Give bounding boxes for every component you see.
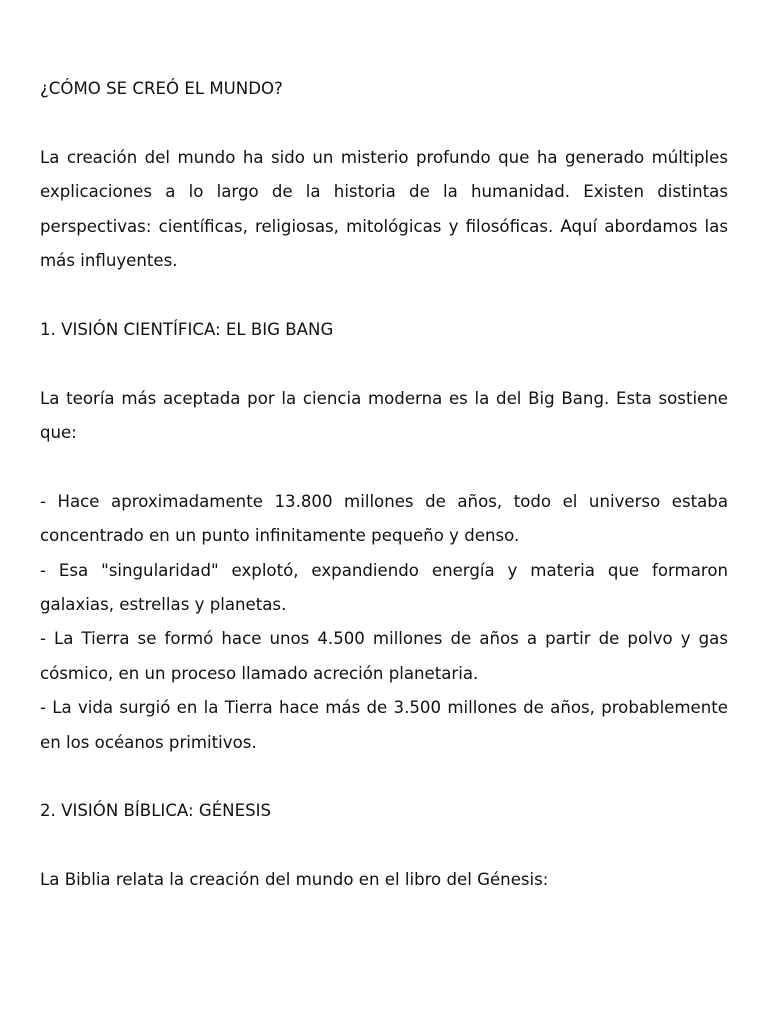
section-heading-scientific: 1. VISIÓN CIENTÍFICA: EL BIG BANG	[40, 319, 334, 339]
list-item: - Hace aproximadamente 13.800 millones de años, todo el universo estaba concentrado en un punto infinitamente pequeño y denso.	[40, 491, 728, 546]
section-paragraph-scientific: La teoría más aceptada por la ciencia moderna es la del Big Bang. Esta sostiene que:	[40, 388, 728, 443]
list-item: - La Tierra se formó hace unos 4.500 millones de años a partir de polvo y gas cósmico, en un proceso llamado acreción planetaria.	[40, 629, 728, 683]
spacer	[40, 450, 728, 484]
document-page	[40, 72, 728, 898]
document-title: ¿CÓMO SE CREÓ EL MUNDO?	[40, 79, 283, 98]
section-heading-biblical: 2. VISIÓN BÍBLICA: GÉNESIS	[40, 801, 272, 821]
list-item: - La vida surgió en la Tierra hace más de 3.500 millones de años, probablemente en los océanos primitivos.	[40, 698, 728, 752]
spacer	[40, 760, 728, 794]
spacer	[40, 106, 728, 140]
section-paragraph-biblical: La Biblia relata la creación del mundo en el libro del Génesis:	[40, 870, 549, 890]
list-item: - Esa "singularidad" explotó, expandiendo energía y materia que formaron galaxias, estrellas y planetas.	[40, 560, 728, 615]
intro-paragraph: La creación del mundo ha sido un misterio profundo que ha generado múltiples explicaciones a lo largo de la historia de la humanidad. Existen distintas perspectivas: científicas, religiosas, mitológicas y filosóficas. Aquí abordamos las más influyentes.	[40, 147, 728, 271]
spacer	[40, 829, 728, 863]
spacer	[40, 347, 728, 381]
spacer	[40, 278, 728, 312]
